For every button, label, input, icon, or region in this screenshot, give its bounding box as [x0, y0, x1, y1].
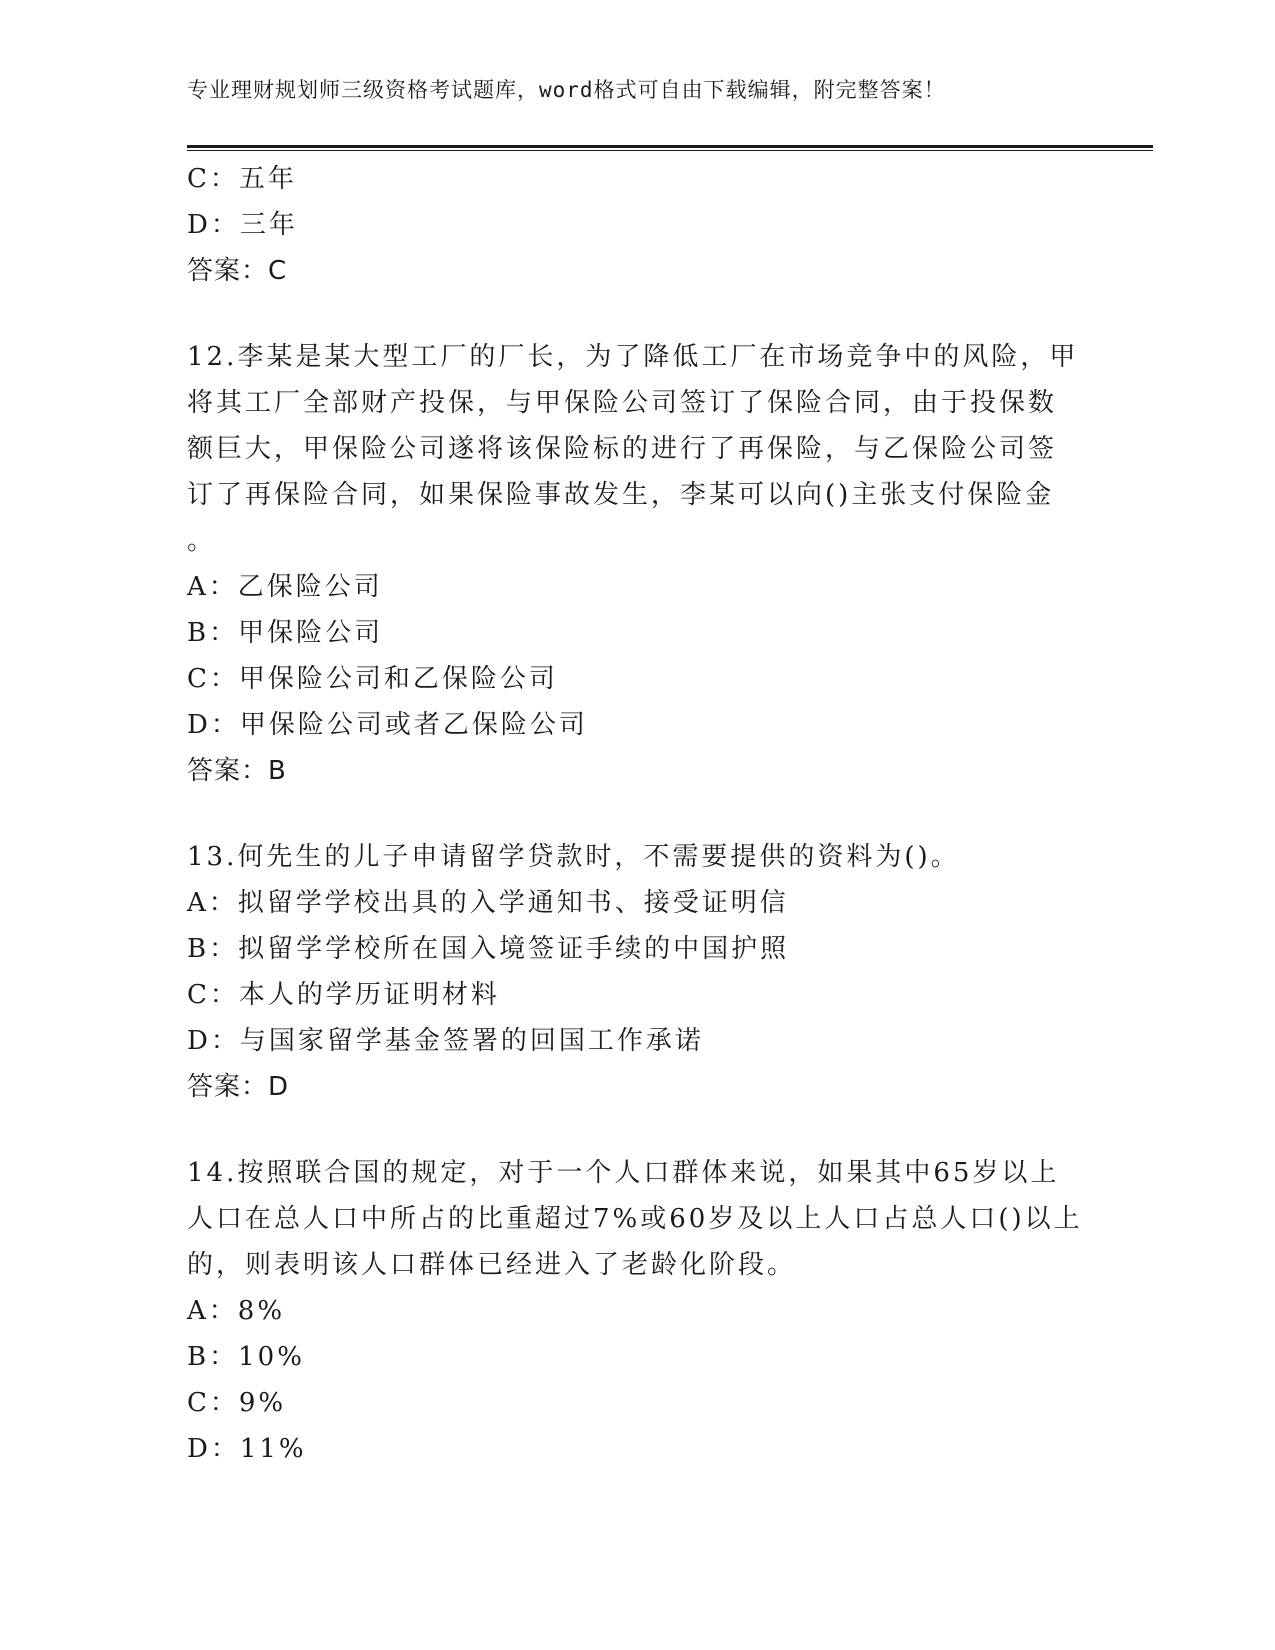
- question-stem-line: 额巨大，甲保险公司遂将该保险标的进行了再保险，与乙保险公司签: [187, 434, 1058, 464]
- question-stem-line: 将其工厂全部财产投保，与甲保险公司签订了保险合同，由于投保数: [187, 388, 1058, 418]
- option-c: C：甲保险公司和乙保险公司: [187, 664, 558, 694]
- question-stem-line: 订了再保险合同，如果保险事故发生，李某可以向()主张支付保险金: [187, 480, 1055, 510]
- option-a: A：8%: [187, 1296, 286, 1326]
- option-b: B：甲保险公司: [187, 618, 384, 648]
- answer: 答案：C: [187, 256, 288, 286]
- option-a: A：拟留学学校出具的入学通知书、接受证明信: [187, 888, 789, 918]
- page-header: 专业理财规划师三级资格考试题库，word格式可自由下载编辑，附完整答案！: [187, 78, 946, 102]
- header-rule-thick: [187, 145, 1153, 148]
- question-stem-line: 的，则表明该人口群体已经进入了老龄化阶段。: [187, 1250, 797, 1280]
- header-rule-thin: [187, 150, 1153, 151]
- answer: 答案：B: [187, 756, 287, 786]
- question-stem-line: 人口在总人口中所占的比重超过7%或60岁及以上人口占总人口()以上: [187, 1204, 1083, 1234]
- option-d: D：三年: [187, 210, 298, 240]
- question-content: [187, 156, 1087, 1472]
- option-c: C：9%: [187, 1388, 287, 1418]
- option-d: D：11%: [187, 1434, 307, 1464]
- question-stem-line: 。: [187, 526, 217, 556]
- option-b: B：10%: [187, 1342, 305, 1372]
- answer: 答案：D: [187, 1072, 290, 1102]
- question-13: [187, 834, 1087, 1110]
- option-d: D：与国家留学基金签署的回国工作承诺: [187, 1026, 704, 1056]
- question-stem-line: 13.何先生的儿子申请留学贷款时，不需要提供的资料为()。: [187, 842, 960, 872]
- option-a: A：乙保险公司: [187, 572, 383, 602]
- question-stem-line: 12.李某是某大型工厂的厂长，为了降低工厂在市场竞争中的风险，甲: [187, 342, 1079, 372]
- question-stem-line: 14.按照联合国的规定，对于一个人口群体来说，如果其中65岁以上: [187, 1158, 1060, 1188]
- option-c: C：五年: [187, 164, 297, 194]
- option-c: C：本人的学历证明材料: [187, 980, 500, 1010]
- option-d: D：甲保险公司或者乙保险公司: [187, 710, 588, 740]
- question-14: [187, 1150, 1087, 1472]
- question-12: [187, 334, 1087, 794]
- option-b: B：拟留学学校所在国入境签证手续的中国护照: [187, 934, 790, 964]
